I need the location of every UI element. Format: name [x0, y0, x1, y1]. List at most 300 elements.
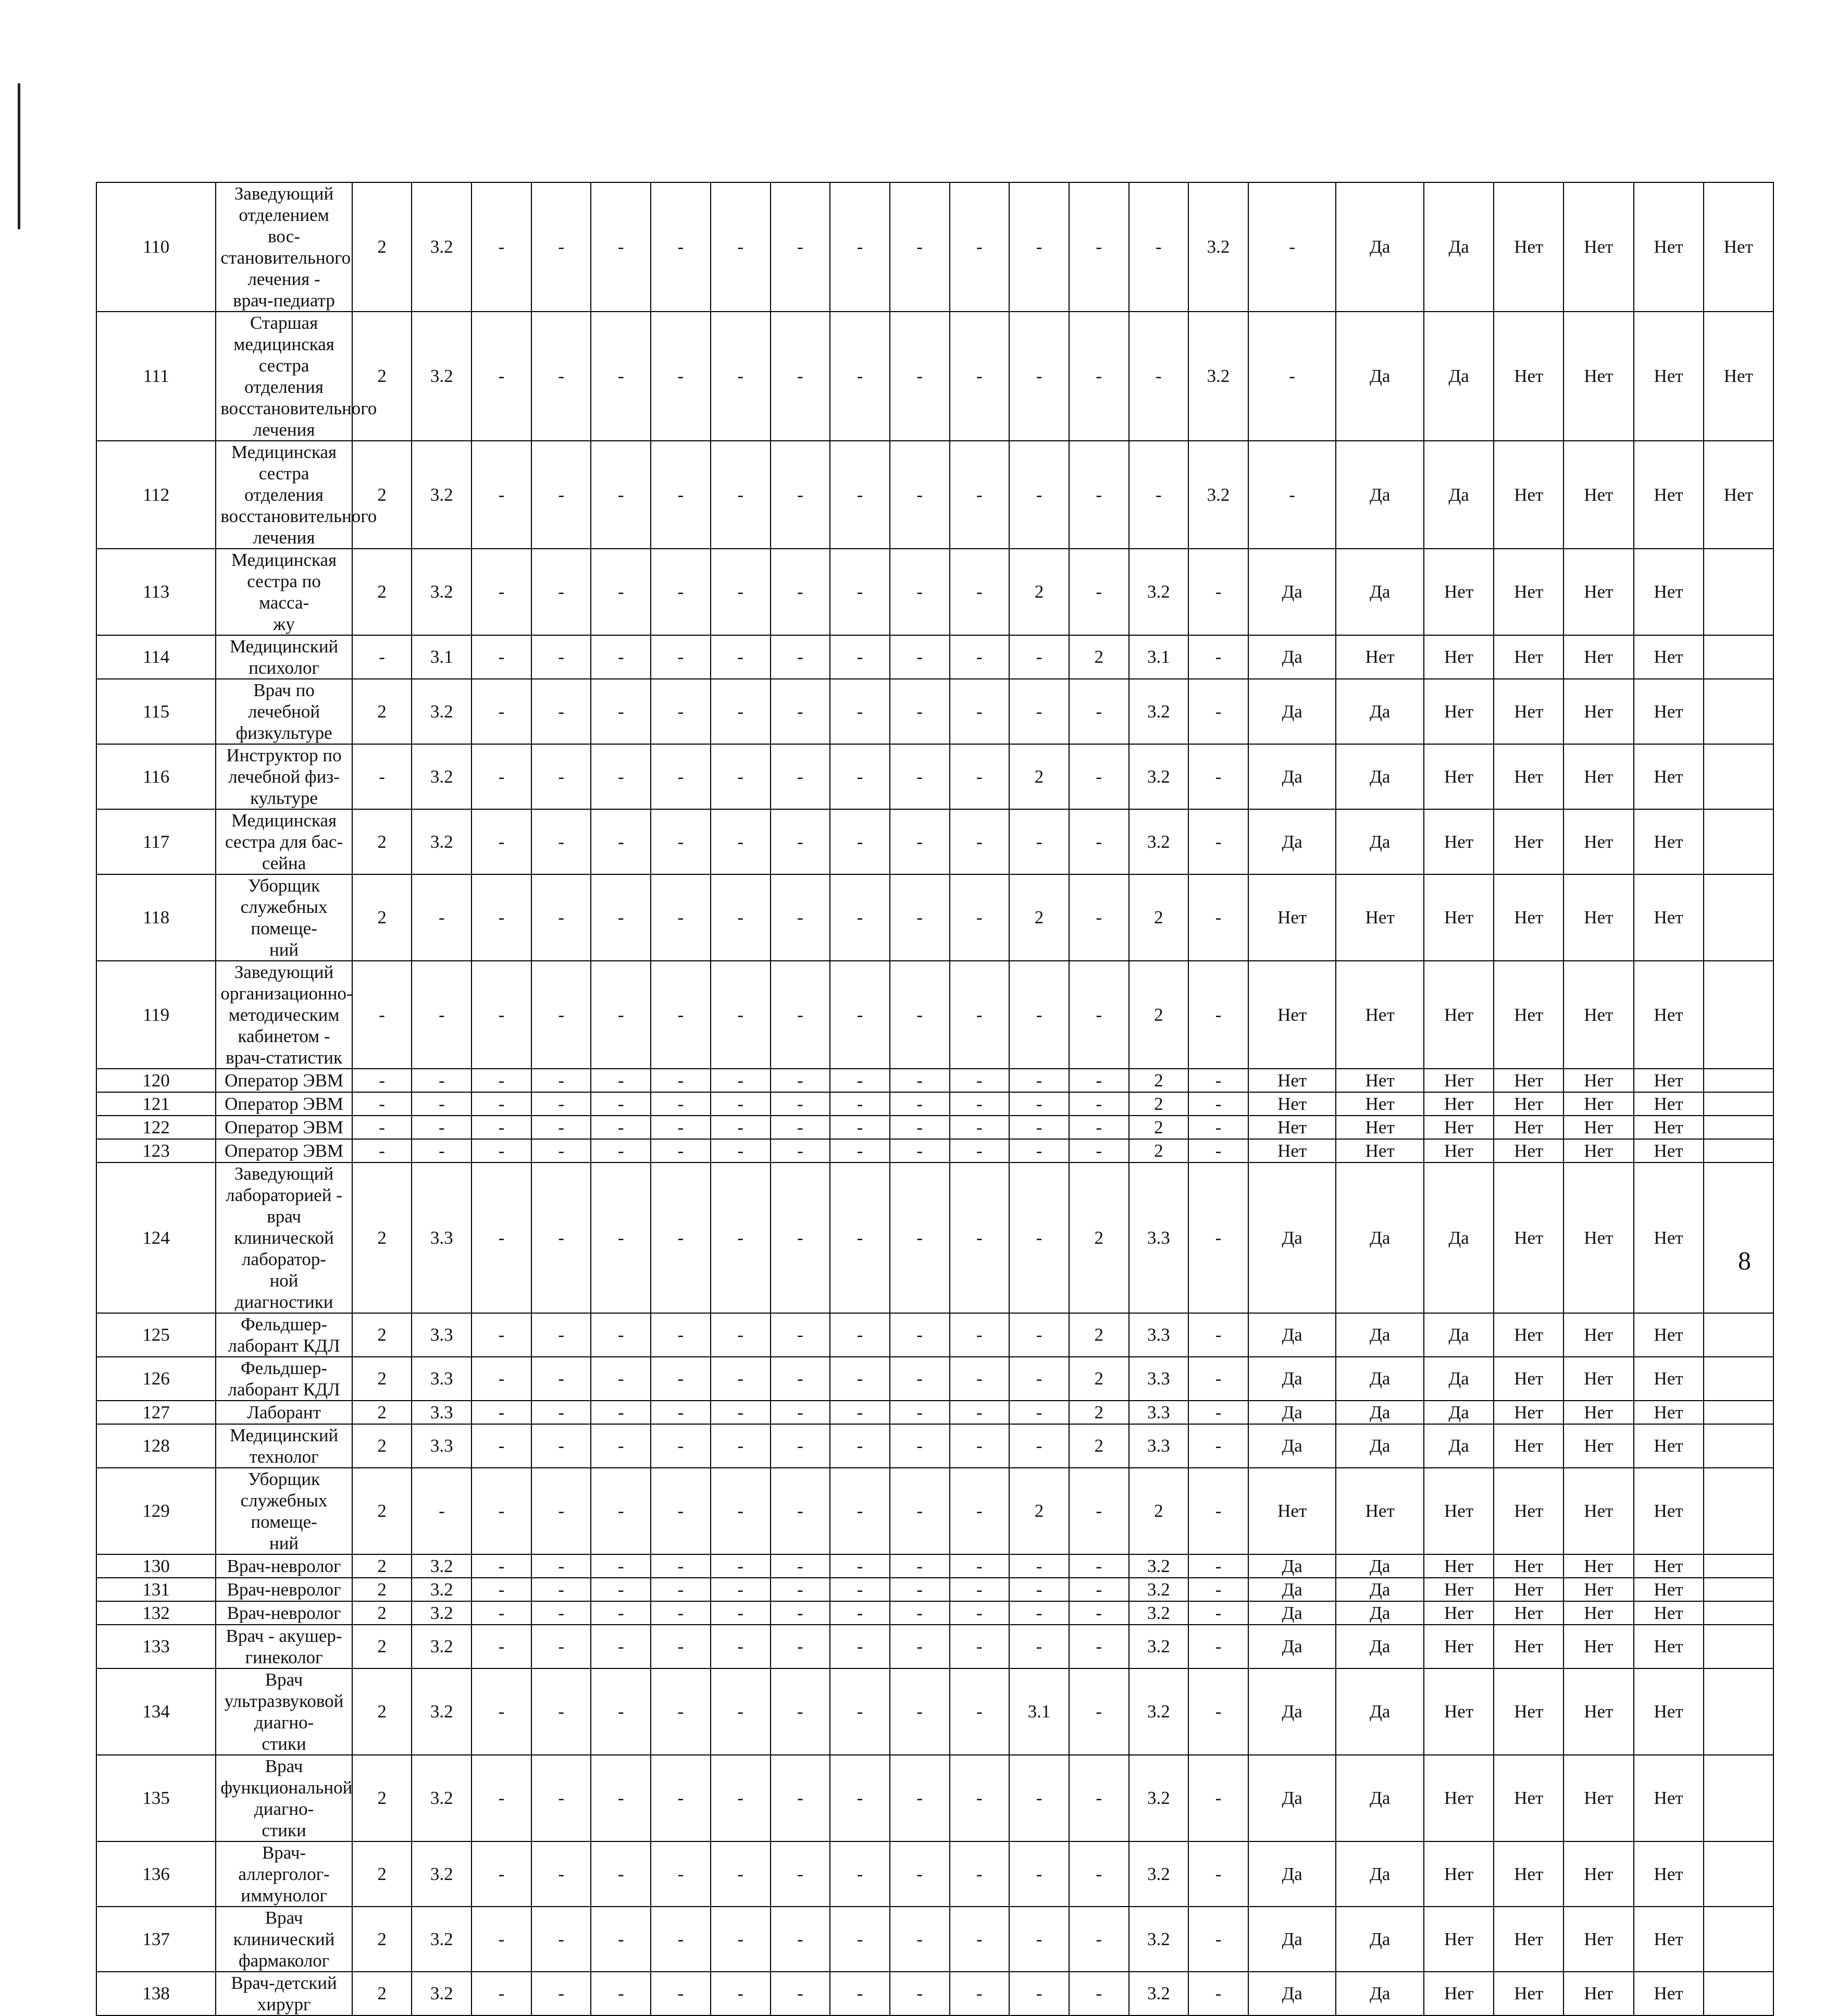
table-row [96, 744, 1773, 809]
position-name-line: Заведующий лабораторией - [226, 1164, 342, 1205]
position-name-line: ний [269, 1533, 299, 1553]
position-name-cell [216, 1578, 352, 1601]
value-cell: - [412, 961, 471, 1069]
value-cell: - [531, 1357, 591, 1401]
value-cell: - [1188, 549, 1248, 635]
value-cell: - [711, 961, 771, 1069]
table-row [96, 1668, 1773, 1755]
value-cell: - [531, 1116, 591, 1139]
row-number-cell: 110 [96, 182, 216, 312]
value-cell: - [591, 312, 651, 441]
value-cell: - [711, 1841, 771, 1907]
value-cell: Нет [1424, 1092, 1494, 1116]
position-name-line: Врач-детский хирург [231, 1973, 337, 2014]
value-cell: Нет [1424, 1601, 1494, 1625]
value-cell: - [950, 549, 1010, 635]
value-cell: - [771, 1313, 830, 1357]
value-cell: 2 [1009, 874, 1069, 961]
position-name-line: Медицинская сестра отделения [231, 442, 337, 505]
value-cell: - [591, 1625, 651, 1668]
position-name-line: Уборщик служебных помеще- [240, 1469, 328, 1532]
value-cell: 3.3 [412, 1313, 471, 1357]
value-cell: - [651, 635, 711, 679]
value-cell: - [830, 1139, 890, 1162]
row-number-cell: 111 [96, 312, 216, 441]
value-cell: 3.2 [412, 1755, 471, 1841]
value-cell: 2 [352, 1578, 412, 1601]
value-cell: Да [1336, 679, 1424, 744]
value-cell: Нет [1248, 1468, 1336, 1554]
value-cell: Нет [1563, 1668, 1633, 1755]
value-cell: - [950, 1069, 1010, 1092]
value-cell: Нет [1704, 312, 1773, 441]
value-cell: - [1069, 961, 1129, 1069]
value-cell: Нет [1563, 1755, 1633, 1841]
value-cell: - [471, 1424, 531, 1468]
value-cell: - [1009, 1601, 1069, 1625]
position-name-line: ний [269, 939, 299, 960]
position-name-line: врач-статистик [226, 1047, 343, 1068]
value-cell: Нет [1634, 1841, 1704, 1907]
value-cell: Да [1248, 549, 1336, 635]
value-cell [1704, 1092, 1773, 1116]
row-number-cell: 127 [96, 1401, 216, 1424]
value-cell: - [1188, 1755, 1248, 1841]
value-cell: - [1188, 1092, 1248, 1116]
value-cell: Нет [1248, 1139, 1336, 1162]
table-row [96, 635, 1773, 679]
value-cell: Нет [1634, 182, 1704, 312]
value-cell: - [830, 1092, 890, 1116]
value-cell: 2 [352, 1313, 412, 1357]
value-cell: Да [1336, 1578, 1424, 1601]
position-name-line: стики [262, 1820, 306, 1840]
value-cell: - [890, 312, 950, 441]
value-cell: - [711, 1972, 771, 2015]
value-cell [1704, 1401, 1773, 1424]
value-cell: - [591, 1401, 651, 1424]
value-cell: Нет [1634, 1578, 1704, 1601]
value-cell: - [591, 1139, 651, 1162]
value-cell: - [591, 182, 651, 312]
table-row [96, 961, 1773, 1069]
value-cell: - [830, 549, 890, 635]
value-cell: Нет [1424, 635, 1494, 679]
value-cell: - [591, 809, 651, 874]
position-name-line: Врач клинический фармаколог [233, 1908, 335, 1971]
value-cell: 3.2 [412, 1841, 471, 1907]
value-cell: - [950, 874, 1010, 961]
scan-margin-mark [18, 83, 20, 229]
position-name-cell [216, 1554, 352, 1578]
value-cell: - [591, 1468, 651, 1554]
value-cell: Нет [1494, 1069, 1563, 1092]
value-cell: Нет [1336, 1116, 1424, 1139]
value-cell: Нет [1424, 809, 1494, 874]
value-cell: Да [1336, 1907, 1424, 1972]
value-cell: - [771, 679, 830, 744]
value-cell: - [651, 1468, 711, 1554]
value-cell: - [1069, 1755, 1129, 1841]
position-name-line: жу [273, 614, 295, 634]
value-cell: - [950, 441, 1010, 549]
value-cell: - [591, 679, 651, 744]
value-cell: - [771, 744, 830, 809]
value-cell: - [950, 1554, 1010, 1578]
value-cell: - [830, 1907, 890, 1972]
value-cell: Нет [1248, 1069, 1336, 1092]
value-cell: Нет [1634, 1625, 1704, 1668]
value-cell: Нет [1248, 1116, 1336, 1139]
value-cell: - [771, 312, 830, 441]
position-name-cell [216, 635, 352, 679]
value-cell: - [651, 1755, 711, 1841]
value-cell: - [950, 1357, 1010, 1401]
value-cell: 2 [352, 1625, 412, 1668]
value-cell: - [890, 549, 950, 635]
value-cell: 2 [352, 1554, 412, 1578]
value-cell: - [771, 1092, 830, 1116]
position-name-cell [216, 1116, 352, 1139]
value-cell: Нет [1634, 1401, 1704, 1424]
value-cell: 3.2 [1188, 312, 1248, 441]
value-cell: - [771, 1578, 830, 1601]
value-cell: Нет [1563, 182, 1633, 312]
value-cell: Нет [1563, 1907, 1633, 1972]
value-cell: 2 [1069, 1357, 1129, 1401]
value-cell: Нет [1563, 635, 1633, 679]
table-row [96, 1468, 1773, 1554]
row-number-cell: 117 [96, 809, 216, 874]
value-cell: Нет [1424, 1139, 1494, 1162]
value-cell: - [771, 1554, 830, 1578]
value-cell: 3.1 [1129, 635, 1189, 679]
value-cell [1704, 1162, 1773, 1313]
value-cell: 2 [1129, 1092, 1189, 1116]
value-cell: 2 [352, 874, 412, 961]
value-cell: - [591, 441, 651, 549]
row-number-cell: 119 [96, 961, 216, 1069]
value-cell: Нет [1563, 1468, 1633, 1554]
value-cell: - [651, 1601, 711, 1625]
position-name-line: Врач ультразвуковой диагно- [224, 1669, 344, 1733]
row-number-cell: 134 [96, 1668, 216, 1755]
value-cell: - [1188, 1668, 1248, 1755]
value-cell: - [1009, 1139, 1069, 1162]
value-cell: - [711, 1313, 771, 1357]
value-cell: Нет [1494, 874, 1563, 961]
value-cell: - [830, 1468, 890, 1554]
value-cell: - [471, 809, 531, 874]
value-cell: - [1188, 744, 1248, 809]
position-name-line: отделения восстановительного [220, 377, 377, 418]
value-cell: - [1188, 1601, 1248, 1625]
value-cell: - [950, 1162, 1010, 1313]
value-cell: - [1188, 1162, 1248, 1313]
value-cell: 3.2 [412, 182, 471, 312]
value-cell: Да [1336, 1554, 1424, 1578]
value-cell: Нет [1494, 1554, 1563, 1578]
value-cell: - [890, 809, 950, 874]
table-row [96, 549, 1773, 635]
value-cell: 2 [1069, 1313, 1129, 1357]
value-cell: - [1248, 312, 1336, 441]
value-cell: - [591, 1578, 651, 1601]
value-cell: - [890, 1907, 950, 1972]
value-cell: Нет [1424, 1069, 1494, 1092]
value-cell: - [1188, 1841, 1248, 1907]
value-cell: - [1009, 1092, 1069, 1116]
position-name-cell [216, 182, 352, 312]
value-cell: Нет [1494, 1625, 1563, 1668]
value-cell: - [890, 1116, 950, 1139]
value-cell: Нет [1494, 1092, 1563, 1116]
value-cell: Нет [1424, 1625, 1494, 1668]
value-cell [1704, 635, 1773, 679]
value-cell: - [471, 1092, 531, 1116]
value-cell: - [1069, 312, 1129, 441]
value-cell: - [591, 1313, 651, 1357]
position-name-line: Оператор ЭВМ [225, 1141, 343, 1161]
value-cell: - [771, 1139, 830, 1162]
value-cell: - [711, 1625, 771, 1668]
value-cell: 3.3 [1129, 1424, 1189, 1468]
value-cell: Нет [1634, 1357, 1704, 1401]
value-cell: - [711, 1468, 771, 1554]
value-cell: - [412, 1116, 471, 1139]
position-name-line: Врач-невролог [227, 1579, 341, 1600]
value-cell: - [1069, 874, 1129, 961]
position-name-line: Фельдшер-лаборант КДЛ [228, 1358, 340, 1400]
value-cell: - [412, 1139, 471, 1162]
value-cell [1704, 1755, 1773, 1841]
value-cell: Нет [1424, 549, 1494, 635]
value-cell: - [1069, 1069, 1129, 1092]
value-cell: Да [1424, 1162, 1494, 1313]
value-cell: - [890, 1092, 950, 1116]
value-cell: - [651, 182, 711, 312]
value-cell: - [531, 1468, 591, 1554]
position-name-cell [216, 549, 352, 635]
value-cell: - [531, 1755, 591, 1841]
value-cell: 3.2 [412, 1625, 471, 1668]
table-row [96, 1841, 1773, 1907]
value-cell: - [771, 1401, 830, 1424]
value-cell: - [771, 1116, 830, 1139]
position-name-line: восстановительного лечения [220, 506, 377, 548]
value-cell: Нет [1336, 874, 1424, 961]
value-cell: - [1069, 1554, 1129, 1578]
table-row [96, 1357, 1773, 1401]
value-cell [1704, 1668, 1773, 1755]
position-name-cell [216, 961, 352, 1069]
value-cell: Нет [1563, 1578, 1633, 1601]
row-number-cell: 137 [96, 1907, 216, 1972]
value-cell: Нет [1563, 1554, 1633, 1578]
value-cell: Да [1248, 1357, 1336, 1401]
value-cell: - [771, 1601, 830, 1625]
value-cell: - [711, 809, 771, 874]
value-cell: - [531, 1313, 591, 1357]
value-cell: - [950, 1424, 1010, 1468]
position-name-cell [216, 1313, 352, 1357]
value-cell: Да [1336, 1668, 1424, 1755]
value-cell: - [711, 1357, 771, 1401]
position-name-line: Медицинская сестра по масса- [231, 550, 337, 613]
value-cell: - [711, 182, 771, 312]
position-name-cell [216, 312, 377, 441]
table-row [96, 1907, 1773, 1972]
value-cell: - [1009, 1069, 1069, 1092]
table-row [96, 1578, 1773, 1601]
value-cell: - [531, 1069, 591, 1092]
position-name-cell [216, 1601, 352, 1625]
value-cell: 3.2 [1129, 1841, 1189, 1907]
value-cell: - [890, 1601, 950, 1625]
value-cell: - [771, 1841, 830, 1907]
value-cell: Нет [1634, 1069, 1704, 1092]
value-cell: - [591, 1668, 651, 1755]
value-cell: Да [1424, 1401, 1494, 1424]
value-cell: 3.3 [1129, 1357, 1189, 1401]
position-name-cell [216, 1755, 352, 1841]
value-cell: - [1069, 1668, 1129, 1755]
position-name-cell [216, 1069, 352, 1092]
row-number-cell: 125 [96, 1313, 216, 1357]
value-cell: - [531, 1139, 591, 1162]
value-cell: 3.2 [1129, 1554, 1189, 1578]
value-cell: 2 [1129, 1468, 1189, 1554]
row-number-cell: 136 [96, 1841, 216, 1907]
value-cell: 3.3 [1129, 1162, 1189, 1313]
value-cell: - [531, 635, 591, 679]
value-cell: - [890, 1668, 950, 1755]
value-cell: - [471, 874, 531, 961]
value-cell: Нет [1634, 874, 1704, 961]
row-number-cell: 115 [96, 679, 216, 744]
value-cell: Нет [1563, 1625, 1633, 1668]
value-cell: Да [1248, 1601, 1336, 1625]
row-number-cell: 131 [96, 1578, 216, 1601]
value-cell: 3.2 [412, 809, 471, 874]
value-cell [1704, 1907, 1773, 1972]
value-cell: - [531, 1625, 591, 1668]
value-cell: Нет [1563, 1162, 1633, 1313]
value-cell: Нет [1424, 1907, 1494, 1972]
value-cell: - [890, 1357, 950, 1401]
value-cell: - [830, 1069, 890, 1092]
value-cell: Нет [1563, 312, 1633, 441]
table-row [96, 1069, 1773, 1092]
value-cell: Нет [1563, 679, 1633, 744]
value-cell: - [711, 679, 771, 744]
value-cell: - [1009, 1554, 1069, 1578]
value-cell: - [531, 679, 591, 744]
value-cell: - [471, 961, 531, 1069]
row-number-cell: 122 [96, 1116, 216, 1139]
value-cell: - [890, 1625, 950, 1668]
value-cell [1704, 809, 1773, 874]
value-cell: - [531, 182, 591, 312]
value-cell: - [651, 679, 711, 744]
value-cell [1704, 679, 1773, 744]
value-cell: - [711, 1554, 771, 1578]
value-cell: Да [1248, 809, 1336, 874]
position-name-line: Оператор ЭВМ [225, 1117, 343, 1137]
value-cell [1704, 1601, 1773, 1625]
value-cell: Да [1248, 744, 1336, 809]
row-number-cell: 116 [96, 744, 216, 809]
value-cell: - [1188, 1069, 1248, 1092]
value-cell: - [1009, 1841, 1069, 1907]
value-cell: 3.3 [1129, 1313, 1189, 1357]
value-cell: - [352, 744, 412, 809]
value-cell: - [352, 1139, 412, 1162]
value-cell: - [830, 1625, 890, 1668]
value-cell: - [1188, 1907, 1248, 1972]
value-cell: Нет [1248, 961, 1336, 1069]
value-cell: 2 [352, 182, 412, 312]
value-cell: Да [1248, 1625, 1336, 1668]
row-number-cell: 132 [96, 1601, 216, 1625]
value-cell [1704, 1841, 1773, 1907]
value-cell: Нет [1563, 1116, 1633, 1139]
value-cell: - [711, 441, 771, 549]
row-number-cell: 135 [96, 1755, 216, 1841]
value-cell: - [531, 809, 591, 874]
value-cell: Да [1336, 441, 1424, 549]
position-name-line: Заведующий отделением вос- [234, 183, 334, 246]
row-number-cell: 129 [96, 1468, 216, 1554]
value-cell: - [1188, 1554, 1248, 1578]
value-cell: 3.2 [412, 1601, 471, 1625]
table-row [96, 441, 1773, 549]
value-cell: - [1069, 1578, 1129, 1601]
value-cell: - [1009, 182, 1069, 312]
value-cell: Нет [1563, 1601, 1633, 1625]
value-cell: Да [1336, 1972, 1424, 2015]
value-cell: - [352, 635, 412, 679]
value-cell: - [830, 1554, 890, 1578]
value-cell: - [830, 1601, 890, 1625]
value-cell: Нет [1494, 182, 1563, 312]
value-cell: - [1009, 1116, 1069, 1139]
value-cell: - [591, 1069, 651, 1092]
value-cell: Нет [1494, 961, 1563, 1069]
value-cell: Нет [1563, 809, 1633, 874]
value-cell: - [531, 1907, 591, 1972]
value-cell: 2 [1009, 549, 1069, 635]
value-cell: - [1009, 1755, 1069, 1841]
value-cell: 2 [352, 1162, 412, 1313]
value-cell: - [591, 1972, 651, 2015]
value-cell: 2 [352, 679, 412, 744]
value-cell: - [1248, 182, 1336, 312]
value-cell: - [591, 1907, 651, 1972]
value-cell: - [830, 1972, 890, 2015]
value-cell: Нет [1424, 1841, 1494, 1907]
value-cell: - [352, 961, 412, 1069]
value-cell: Да [1424, 1357, 1494, 1401]
value-cell: - [950, 1625, 1010, 1668]
value-cell: - [471, 1601, 531, 1625]
value-cell: Нет [1634, 1424, 1704, 1468]
position-name-cell [216, 1162, 352, 1313]
value-cell: - [1009, 809, 1069, 874]
value-cell: Да [1336, 312, 1424, 441]
value-cell: - [771, 1755, 830, 1841]
value-cell: - [1069, 441, 1129, 549]
